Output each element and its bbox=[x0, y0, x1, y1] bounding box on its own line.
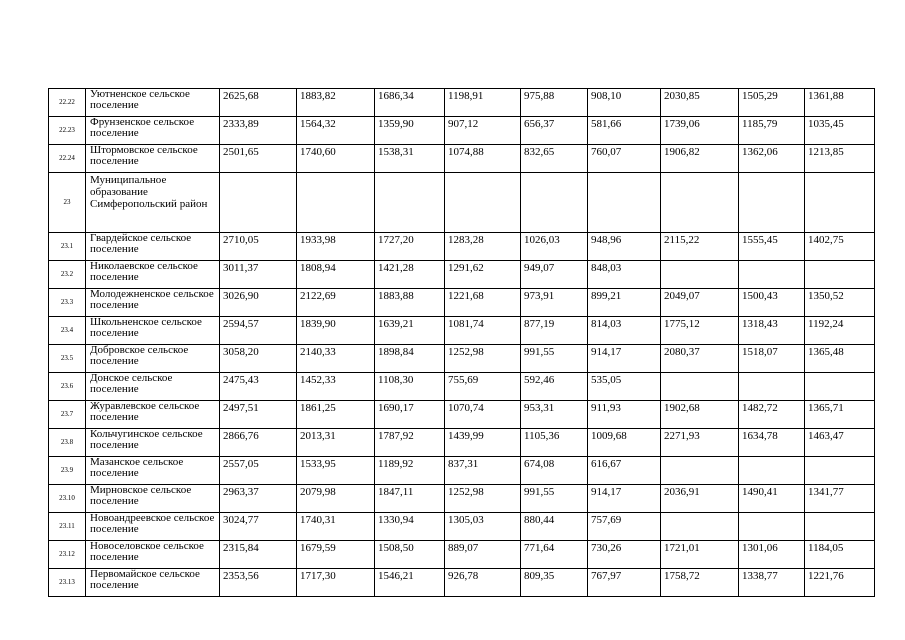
value-cell-8: 1490,41 bbox=[739, 485, 805, 513]
value-cell-1: 2866,76 bbox=[220, 429, 297, 457]
value-cell-8: 1482,72 bbox=[739, 401, 805, 429]
value-cell-6: 767,97 bbox=[588, 569, 661, 597]
settlement-name-cell: Молодежненское сельское поселение bbox=[86, 289, 220, 317]
value-cell-3: 1189,92 bbox=[375, 457, 445, 485]
table-row bbox=[49, 569, 875, 597]
settlement-name-cell: Донское сельское поселение bbox=[86, 373, 220, 401]
value-cell-1: 2475,43 bbox=[220, 373, 297, 401]
value-cell-8: 1505,29 bbox=[739, 89, 805, 117]
value-cell-5: 975,88 bbox=[521, 89, 588, 117]
value-cell-2: 2079,98 bbox=[297, 485, 375, 513]
settlement-name-cell: Журавлевское сельское поселение bbox=[86, 401, 220, 429]
value-cell-3 bbox=[375, 173, 445, 233]
value-cell-3: 1847,11 bbox=[375, 485, 445, 513]
table-row bbox=[49, 485, 875, 513]
value-cell-6: 730,26 bbox=[588, 541, 661, 569]
value-cell-9: 1350,52 bbox=[805, 289, 875, 317]
value-cell-2 bbox=[297, 173, 375, 233]
value-cell-7: 2115,22 bbox=[661, 233, 739, 261]
value-cell-5: 953,31 bbox=[521, 401, 588, 429]
value-cell-5: 949,07 bbox=[521, 261, 588, 289]
value-cell-5: 1105,36 bbox=[521, 429, 588, 457]
value-cell-6: 616,67 bbox=[588, 457, 661, 485]
value-cell-6: 911,93 bbox=[588, 401, 661, 429]
value-cell-4: 926,78 bbox=[445, 569, 521, 597]
settlement-name-cell: Первомайское сельское поселение bbox=[86, 569, 220, 597]
value-cell-3: 1108,30 bbox=[375, 373, 445, 401]
value-cell-3: 1330,94 bbox=[375, 513, 445, 541]
table-row bbox=[49, 233, 875, 261]
value-cell-3: 1898,84 bbox=[375, 345, 445, 373]
row-number-cell: 23.7 bbox=[49, 401, 86, 429]
value-cell-5: 674,08 bbox=[521, 457, 588, 485]
settlement-name-cell: Муниципальное образование Симферопольский район bbox=[86, 173, 220, 233]
value-cell-4: 1252,98 bbox=[445, 485, 521, 513]
value-cell-9: 1213,85 bbox=[805, 145, 875, 173]
row-number-cell: 23.8 bbox=[49, 429, 86, 457]
value-cell-5: 771,64 bbox=[521, 541, 588, 569]
row-number-cell: 23.11 bbox=[49, 513, 86, 541]
table-row bbox=[49, 117, 875, 145]
value-cell-6: 914,17 bbox=[588, 345, 661, 373]
value-cell-8: 1518,07 bbox=[739, 345, 805, 373]
value-cell-6: 760,07 bbox=[588, 145, 661, 173]
value-cell-9 bbox=[805, 261, 875, 289]
value-cell-6: 757,69 bbox=[588, 513, 661, 541]
value-cell-6: 908,10 bbox=[588, 89, 661, 117]
value-cell-3: 1787,92 bbox=[375, 429, 445, 457]
value-cell-9: 1361,88 bbox=[805, 89, 875, 117]
value-cell-6: 848,03 bbox=[588, 261, 661, 289]
value-cell-9: 1402,75 bbox=[805, 233, 875, 261]
value-cell-5: 877,19 bbox=[521, 317, 588, 345]
value-cell-9 bbox=[805, 173, 875, 233]
value-cell-2: 1564,32 bbox=[297, 117, 375, 145]
value-cell-9 bbox=[805, 373, 875, 401]
value-cell-4: 1198,91 bbox=[445, 89, 521, 117]
value-cell-9: 1192,24 bbox=[805, 317, 875, 345]
value-cell-9: 1463,47 bbox=[805, 429, 875, 457]
value-cell-7: 2049,07 bbox=[661, 289, 739, 317]
value-cell-9: 1341,77 bbox=[805, 485, 875, 513]
value-cell-1: 2315,84 bbox=[220, 541, 297, 569]
value-cell-7: 1902,68 bbox=[661, 401, 739, 429]
row-number-cell: 23.1 bbox=[49, 233, 86, 261]
value-cell-1: 3024,77 bbox=[220, 513, 297, 541]
value-cell-3: 1686,34 bbox=[375, 89, 445, 117]
settlement-name-cell: Новоселовское сельское поселение bbox=[86, 541, 220, 569]
value-cell-1: 2497,51 bbox=[220, 401, 297, 429]
value-cell-4: 1305,03 bbox=[445, 513, 521, 541]
value-cell-1: 3026,90 bbox=[220, 289, 297, 317]
value-cell-2: 2013,31 bbox=[297, 429, 375, 457]
value-cell-1: 2557,05 bbox=[220, 457, 297, 485]
table-row bbox=[49, 345, 875, 373]
value-cell-5: 656,37 bbox=[521, 117, 588, 145]
row-number-cell: 23.9 bbox=[49, 457, 86, 485]
value-cell-5: 991,55 bbox=[521, 485, 588, 513]
value-cell-2: 1452,33 bbox=[297, 373, 375, 401]
value-cell-9 bbox=[805, 457, 875, 485]
value-cell-1 bbox=[220, 173, 297, 233]
value-cell-7: 2080,37 bbox=[661, 345, 739, 373]
table-row bbox=[49, 373, 875, 401]
value-cell-5 bbox=[521, 173, 588, 233]
value-cell-6: 535,05 bbox=[588, 373, 661, 401]
row-number-cell: 23.3 bbox=[49, 289, 86, 317]
value-cell-1: 3058,20 bbox=[220, 345, 297, 373]
value-cell-5: 880,44 bbox=[521, 513, 588, 541]
settlement-name-cell: Новоандреевское сельское поселение bbox=[86, 513, 220, 541]
value-cell-6: 914,17 bbox=[588, 485, 661, 513]
settlement-name-cell: Штормовское сельское поселение bbox=[86, 145, 220, 173]
value-cell-5: 973,91 bbox=[521, 289, 588, 317]
settlement-name-cell: Кольчугинское сельское поселение bbox=[86, 429, 220, 457]
value-cell-3: 1883,88 bbox=[375, 289, 445, 317]
value-cell-3: 1727,20 bbox=[375, 233, 445, 261]
value-cell-8 bbox=[739, 457, 805, 485]
value-cell-4: 1221,68 bbox=[445, 289, 521, 317]
table-row bbox=[49, 89, 875, 117]
value-cell-5: 592,46 bbox=[521, 373, 588, 401]
value-cell-4: 1070,74 bbox=[445, 401, 521, 429]
row-number-cell: 23.10 bbox=[49, 485, 86, 513]
value-cell-1: 3011,37 bbox=[220, 261, 297, 289]
row-number-cell: 23.4 bbox=[49, 317, 86, 345]
value-cell-9: 1365,48 bbox=[805, 345, 875, 373]
table-row bbox=[49, 513, 875, 541]
value-cell-2: 1861,25 bbox=[297, 401, 375, 429]
value-cell-7: 1775,12 bbox=[661, 317, 739, 345]
table-body bbox=[49, 89, 875, 597]
value-cell-4: 1252,98 bbox=[445, 345, 521, 373]
value-cell-1: 2501,65 bbox=[220, 145, 297, 173]
value-cell-6 bbox=[588, 173, 661, 233]
value-cell-8 bbox=[739, 513, 805, 541]
value-cell-1: 2625,68 bbox=[220, 89, 297, 117]
value-cell-9: 1221,76 bbox=[805, 569, 875, 597]
value-cell-4: 1283,28 bbox=[445, 233, 521, 261]
tariff-table bbox=[48, 88, 875, 597]
row-number-cell: 22.22 bbox=[49, 89, 86, 117]
value-cell-7: 2030,85 bbox=[661, 89, 739, 117]
settlement-name-cell: Мирновское сельское поселение bbox=[86, 485, 220, 513]
settlement-name-cell: Фрунзенское сельское поселение bbox=[86, 117, 220, 145]
row-number-cell: 22.24 bbox=[49, 145, 86, 173]
value-cell-5: 832,65 bbox=[521, 145, 588, 173]
value-cell-4: 1081,74 bbox=[445, 317, 521, 345]
value-cell-3: 1508,50 bbox=[375, 541, 445, 569]
row-number-cell: 23.12 bbox=[49, 541, 86, 569]
table-row bbox=[49, 317, 875, 345]
value-cell-3: 1546,21 bbox=[375, 569, 445, 597]
value-cell-7 bbox=[661, 513, 739, 541]
value-cell-7: 1758,72 bbox=[661, 569, 739, 597]
value-cell-2: 1740,60 bbox=[297, 145, 375, 173]
value-cell-9: 1365,71 bbox=[805, 401, 875, 429]
value-cell-4: 907,12 bbox=[445, 117, 521, 145]
row-number-cell: 23 bbox=[49, 173, 86, 233]
value-cell-5: 1026,03 bbox=[521, 233, 588, 261]
value-cell-7: 1721,01 bbox=[661, 541, 739, 569]
value-cell-8 bbox=[739, 373, 805, 401]
value-cell-6: 1009,68 bbox=[588, 429, 661, 457]
value-cell-3: 1639,21 bbox=[375, 317, 445, 345]
settlement-name-cell: Николаевское сельское поселение bbox=[86, 261, 220, 289]
row-number-cell: 23.2 bbox=[49, 261, 86, 289]
value-cell-4 bbox=[445, 173, 521, 233]
value-cell-4: 1074,88 bbox=[445, 145, 521, 173]
table-row bbox=[49, 401, 875, 429]
value-cell-8: 1634,78 bbox=[739, 429, 805, 457]
value-cell-6: 899,21 bbox=[588, 289, 661, 317]
value-cell-4: 837,31 bbox=[445, 457, 521, 485]
value-cell-8: 1500,43 bbox=[739, 289, 805, 317]
value-cell-5: 809,35 bbox=[521, 569, 588, 597]
value-cell-8: 1362,06 bbox=[739, 145, 805, 173]
value-cell-3: 1690,17 bbox=[375, 401, 445, 429]
value-cell-3: 1421,28 bbox=[375, 261, 445, 289]
value-cell-2: 1717,30 bbox=[297, 569, 375, 597]
table-row bbox=[49, 429, 875, 457]
value-cell-4: 889,07 bbox=[445, 541, 521, 569]
value-cell-4: 755,69 bbox=[445, 373, 521, 401]
value-cell-7: 1739,06 bbox=[661, 117, 739, 145]
value-cell-8: 1555,45 bbox=[739, 233, 805, 261]
value-cell-2: 1883,82 bbox=[297, 89, 375, 117]
row-number-cell: 23.5 bbox=[49, 345, 86, 373]
value-cell-3: 1359,90 bbox=[375, 117, 445, 145]
value-cell-1: 2353,56 bbox=[220, 569, 297, 597]
value-cell-7 bbox=[661, 261, 739, 289]
row-number-cell: 23.13 bbox=[49, 569, 86, 597]
value-cell-7 bbox=[661, 173, 739, 233]
value-cell-1: 2963,37 bbox=[220, 485, 297, 513]
settlement-name-cell: Школьненское сельское поселение bbox=[86, 317, 220, 345]
table-row bbox=[49, 541, 875, 569]
value-cell-8: 1301,06 bbox=[739, 541, 805, 569]
value-cell-9 bbox=[805, 513, 875, 541]
value-cell-2: 1740,31 bbox=[297, 513, 375, 541]
value-cell-7: 1906,82 bbox=[661, 145, 739, 173]
value-cell-3: 1538,31 bbox=[375, 145, 445, 173]
value-cell-2: 1808,94 bbox=[297, 261, 375, 289]
value-cell-2: 1679,59 bbox=[297, 541, 375, 569]
value-cell-7 bbox=[661, 457, 739, 485]
value-cell-1: 2594,57 bbox=[220, 317, 297, 345]
value-cell-8: 1185,79 bbox=[739, 117, 805, 145]
value-cell-8 bbox=[739, 261, 805, 289]
value-cell-2: 1933,98 bbox=[297, 233, 375, 261]
table-row bbox=[49, 457, 875, 485]
value-cell-7: 2271,93 bbox=[661, 429, 739, 457]
row-number-cell: 23.6 bbox=[49, 373, 86, 401]
settlement-name-cell: Уютненское сельское поселение bbox=[86, 89, 220, 117]
table-row bbox=[49, 173, 875, 233]
value-cell-5: 991,55 bbox=[521, 345, 588, 373]
table-row bbox=[49, 289, 875, 317]
value-cell-7 bbox=[661, 373, 739, 401]
value-cell-9: 1035,45 bbox=[805, 117, 875, 145]
row-number-cell: 22.23 bbox=[49, 117, 86, 145]
table-row bbox=[49, 261, 875, 289]
value-cell-4: 1439,99 bbox=[445, 429, 521, 457]
value-cell-6: 814,03 bbox=[588, 317, 661, 345]
settlement-name-cell: Добровское сельское поселение bbox=[86, 345, 220, 373]
value-cell-1: 2710,05 bbox=[220, 233, 297, 261]
value-cell-2: 2122,69 bbox=[297, 289, 375, 317]
value-cell-2: 2140,33 bbox=[297, 345, 375, 373]
value-cell-6: 948,96 bbox=[588, 233, 661, 261]
value-cell-8 bbox=[739, 173, 805, 233]
settlement-name-cell: Гвардейское сельское поселение bbox=[86, 233, 220, 261]
value-cell-8: 1318,43 bbox=[739, 317, 805, 345]
value-cell-2: 1533,95 bbox=[297, 457, 375, 485]
value-cell-2: 1839,90 bbox=[297, 317, 375, 345]
value-cell-1: 2333,89 bbox=[220, 117, 297, 145]
value-cell-7: 2036,91 bbox=[661, 485, 739, 513]
table-row bbox=[49, 145, 875, 173]
value-cell-9: 1184,05 bbox=[805, 541, 875, 569]
value-cell-4: 1291,62 bbox=[445, 261, 521, 289]
value-cell-8: 1338,77 bbox=[739, 569, 805, 597]
value-cell-6: 581,66 bbox=[588, 117, 661, 145]
settlement-name-cell: Мазанское сельское поселение bbox=[86, 457, 220, 485]
